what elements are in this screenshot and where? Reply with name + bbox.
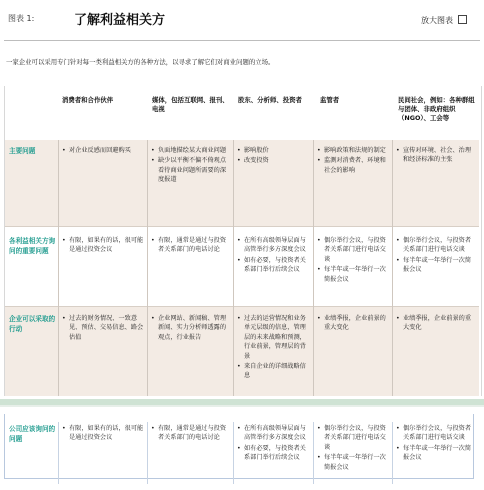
table-cell bbox=[237, 314, 311, 382]
list-item: • 监测对消费者、环境和社会的影响 bbox=[317, 156, 390, 175]
row-label-main-issues: 主要问题 bbox=[9, 147, 36, 155]
column-header-media: 媒体，包括互联网、报刊、电视 bbox=[152, 96, 229, 113]
column-header-consumers: 消费者和合作伙伴 bbox=[62, 96, 114, 104]
list-item: • 对企业反感而回避购买 bbox=[62, 146, 144, 155]
list-item: • 有限，如果有的话，很可能是通过投资会议 bbox=[62, 236, 144, 255]
list-item: • 偶尔举行会议，与投资者关系部门进行电话交谈 bbox=[396, 236, 476, 255]
table-cell bbox=[317, 146, 390, 176]
figure-label: 图表 1: bbox=[8, 14, 35, 23]
page-title: 了解利益相关方 bbox=[74, 13, 166, 28]
table-cell bbox=[396, 146, 476, 166]
list-item: • 过去的运营情况和业务单元层级的信息，管理层的未来战略和预测，行业前景，管理层的背景 bbox=[237, 314, 311, 361]
column-divider bbox=[313, 422, 314, 484]
list-item: • 每半年或一年举行一次简报会议 bbox=[396, 256, 476, 275]
table-cell bbox=[62, 146, 144, 156]
list-item: • 影响股价 bbox=[237, 146, 311, 155]
column-divider bbox=[233, 422, 234, 484]
list-item: • 影响政策和法规的制定 bbox=[317, 146, 390, 155]
list-item: • 宣传对环境、社会、治理和经济标准的主张 bbox=[396, 146, 476, 165]
column-divider bbox=[313, 140, 314, 396]
table-cell bbox=[396, 314, 476, 334]
enlarge-icon bbox=[458, 15, 467, 24]
list-item: • 如有必要，与投资者关系部门举行后续会议 bbox=[237, 444, 311, 463]
list-item: • 偶尔举行会议，与投资者关系部门进行电话交谈 bbox=[317, 424, 390, 452]
column-divider bbox=[392, 422, 393, 484]
list-item: • 业绩季报，企业前景的重大变化 bbox=[396, 314, 476, 333]
table-cell bbox=[396, 236, 476, 276]
table-cell bbox=[396, 424, 474, 464]
list-item: • 有限，通常是通过与投资者关系部门的电话讨论 bbox=[151, 424, 231, 443]
enlarge-label: 放大图表 bbox=[421, 16, 453, 25]
column-divider bbox=[147, 140, 148, 396]
header-divider bbox=[4, 40, 480, 41]
list-item: • 来自企业的详细战略信息 bbox=[237, 362, 311, 381]
column-header-shareholders: 股东、分析师、投资者 bbox=[238, 96, 302, 104]
intro-text: 一家企业可以采用专门针对每一类利益相关方的各种方法，以寻求了解它们对商业问题的立场。 bbox=[6, 58, 275, 66]
list-item: • 企业网站、新闻稿、管理新闻、实力分析师透露的观点，行业报告 bbox=[151, 314, 231, 342]
section-divider-shadow bbox=[0, 405, 484, 407]
table-cell bbox=[317, 424, 390, 473]
table-cell bbox=[151, 314, 231, 343]
row-label-actions: 企业可以采取的行动 bbox=[9, 315, 56, 333]
table-cell bbox=[237, 424, 311, 464]
lower-section bbox=[0, 410, 484, 490]
list-item: • 偶尔举行会议，与投资者关系部门进行电话交谈 bbox=[317, 236, 390, 264]
table-cell bbox=[151, 236, 231, 256]
list-item: • 过去的财务情况、一致意见、预估、交易信息、路会估值 bbox=[62, 314, 144, 342]
column-divider bbox=[58, 140, 59, 396]
list-item: • 每半年或一年举行一次简报会议 bbox=[317, 453, 390, 472]
list-item: • 缺少以平衡不偏不倚观点看待商业问题所需要的深度报道 bbox=[151, 156, 231, 184]
table-cell bbox=[151, 146, 231, 186]
list-item: • 每半年或一年举行一次简报会议 bbox=[396, 444, 474, 463]
list-item: • 在所有高级领导层面与高管举行多方深度会议 bbox=[237, 424, 311, 443]
row-label-questions: 各利益相关方询问的重要问题 bbox=[9, 237, 56, 255]
table-cell bbox=[237, 236, 311, 276]
list-item: • 在所有高级领导层面与高管举行多方深度会议 bbox=[237, 236, 311, 255]
row-label-lower: 公司应该询问的问题 bbox=[9, 425, 56, 443]
enlarge-chart-button[interactable] bbox=[421, 14, 467, 26]
table-cell bbox=[62, 314, 144, 343]
list-item: • 每半年或一年举行一次简报会议 bbox=[317, 265, 390, 284]
column-divider bbox=[392, 140, 393, 396]
row-divider bbox=[5, 226, 479, 227]
column-header-regulators: 监管者 bbox=[320, 96, 340, 104]
table-cell bbox=[62, 236, 144, 256]
chart-header bbox=[0, 0, 484, 40]
column-header-civil-society: 民间社会，例如：各种群组与团体、非政府组织（NGO）、工会等 bbox=[398, 96, 475, 122]
list-item: • 改变投资 bbox=[237, 156, 311, 165]
column-divider bbox=[233, 140, 234, 396]
table-cell bbox=[317, 236, 390, 285]
list-item: • 如有必要，与投资者关系部门举行后续会议 bbox=[237, 256, 311, 275]
row-divider bbox=[5, 306, 479, 307]
list-item: • 负面地描绘某大商业问题 bbox=[151, 146, 231, 155]
table-cell bbox=[151, 424, 231, 444]
list-item: • 有限，通常是通过与投资者关系部门的电话讨论 bbox=[151, 236, 231, 255]
table-cell bbox=[237, 146, 311, 167]
table-cell bbox=[317, 314, 390, 334]
list-item: • 偶尔举行会议，与投资者关系部门进行电话交谈 bbox=[396, 424, 474, 443]
table-cell bbox=[62, 424, 144, 444]
list-item: • 业绩季报，企业前景的重大变化 bbox=[317, 314, 390, 333]
list-item: • 有限，如果有的话，很可能是通过投资会议 bbox=[62, 424, 144, 443]
column-divider bbox=[147, 422, 148, 484]
